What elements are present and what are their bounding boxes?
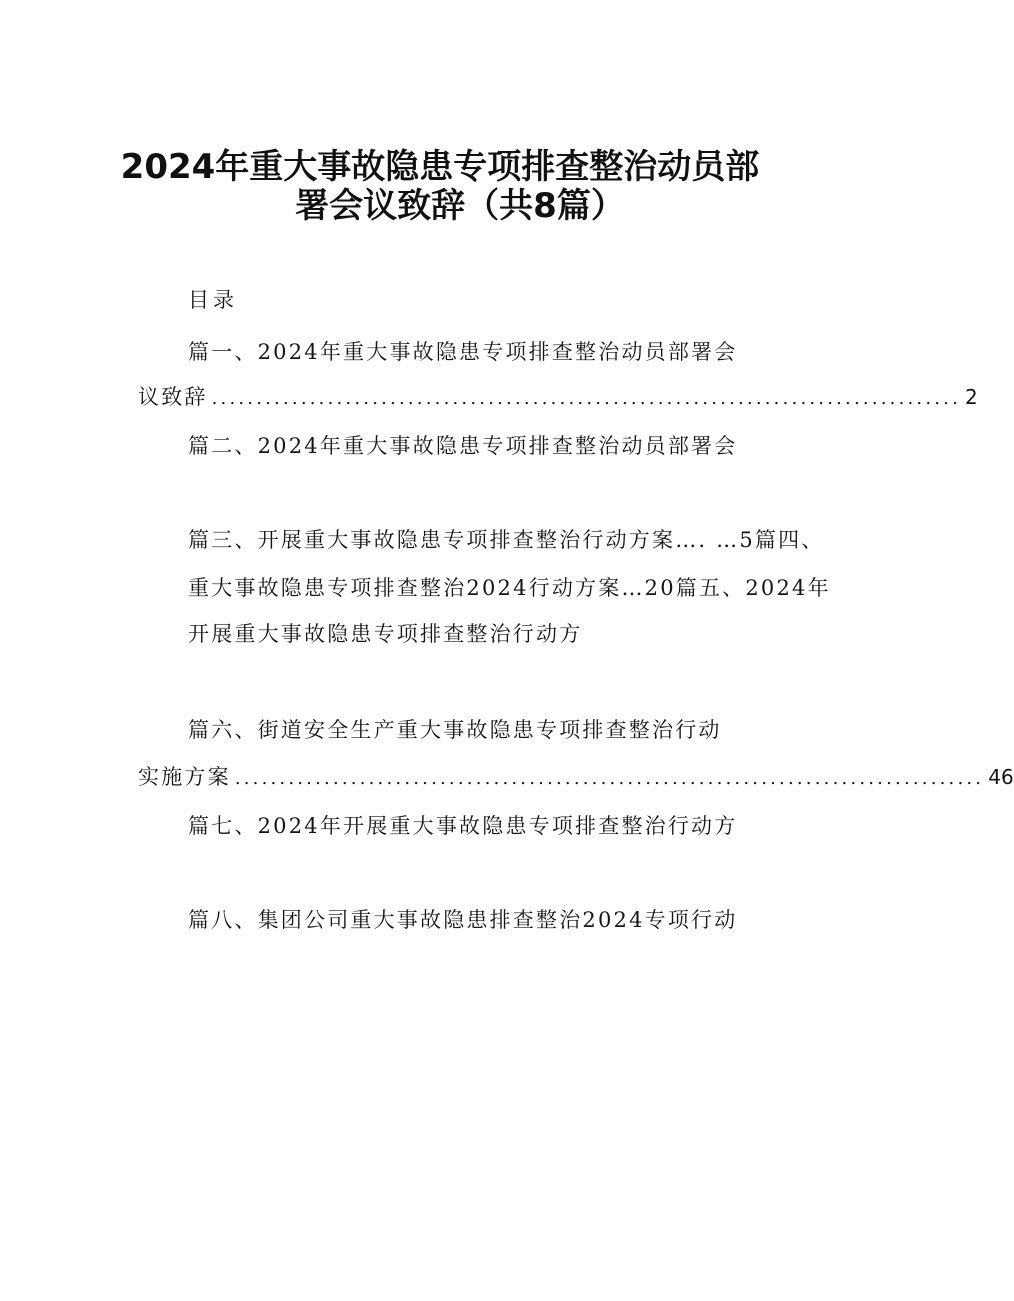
toc-entry-6-line-1: 篇六、街道安全生产重大事故隐患专项排查整治行动: [188, 718, 722, 742]
document-title-line-1: 2024年重大事故隐患专项排查整治动员部: [120, 147, 760, 187]
toc-dot-leader: ....................................................................................: [211, 388, 962, 409]
toc-entry-6-leader-row: [138, 763, 1014, 791]
toc-entry-6-line-2: 实施方案: [138, 765, 231, 789]
toc-entry-7-line-1: 篇七、2024年开展重大事故隐患专项排查整治行动方: [188, 814, 738, 838]
toc-dot-leader: ....................................................................................: [234, 768, 985, 789]
toc-entry-3-line-1: 篇三、开展重大事故隐患专项排查整治行动方案…. …5篇四、: [188, 528, 825, 552]
toc-entry-6-page-number: 46: [988, 765, 1014, 789]
toc-entry-1-leader-row: [138, 383, 978, 411]
toc-entry-1-page-number: 2: [965, 385, 978, 409]
toc-entry-4-line-1: 重大事故隐患专项排查整治2024行动方案…20篇五、2024年: [188, 576, 831, 600]
toc-entry-8-line-1: 篇八、集团公司重大事故隐患排查整治2024专项行动: [188, 908, 738, 932]
toc-entry-1-line-1: 篇一、2024年重大事故隐患专项排查整治动员部署会: [188, 340, 738, 364]
toc-entry-1-line-2: 议致辞: [138, 385, 208, 409]
toc-entry-5-line-1: 开展重大事故隐患专项排查整治行动方: [188, 622, 583, 646]
toc-heading: 目录: [188, 288, 238, 312]
toc-entry-2-line-1: 篇二、2024年重大事故隐患专项排查整治动员部署会: [188, 434, 738, 458]
document-title-line-2: 署会议致辞（共8篇）: [295, 186, 625, 226]
